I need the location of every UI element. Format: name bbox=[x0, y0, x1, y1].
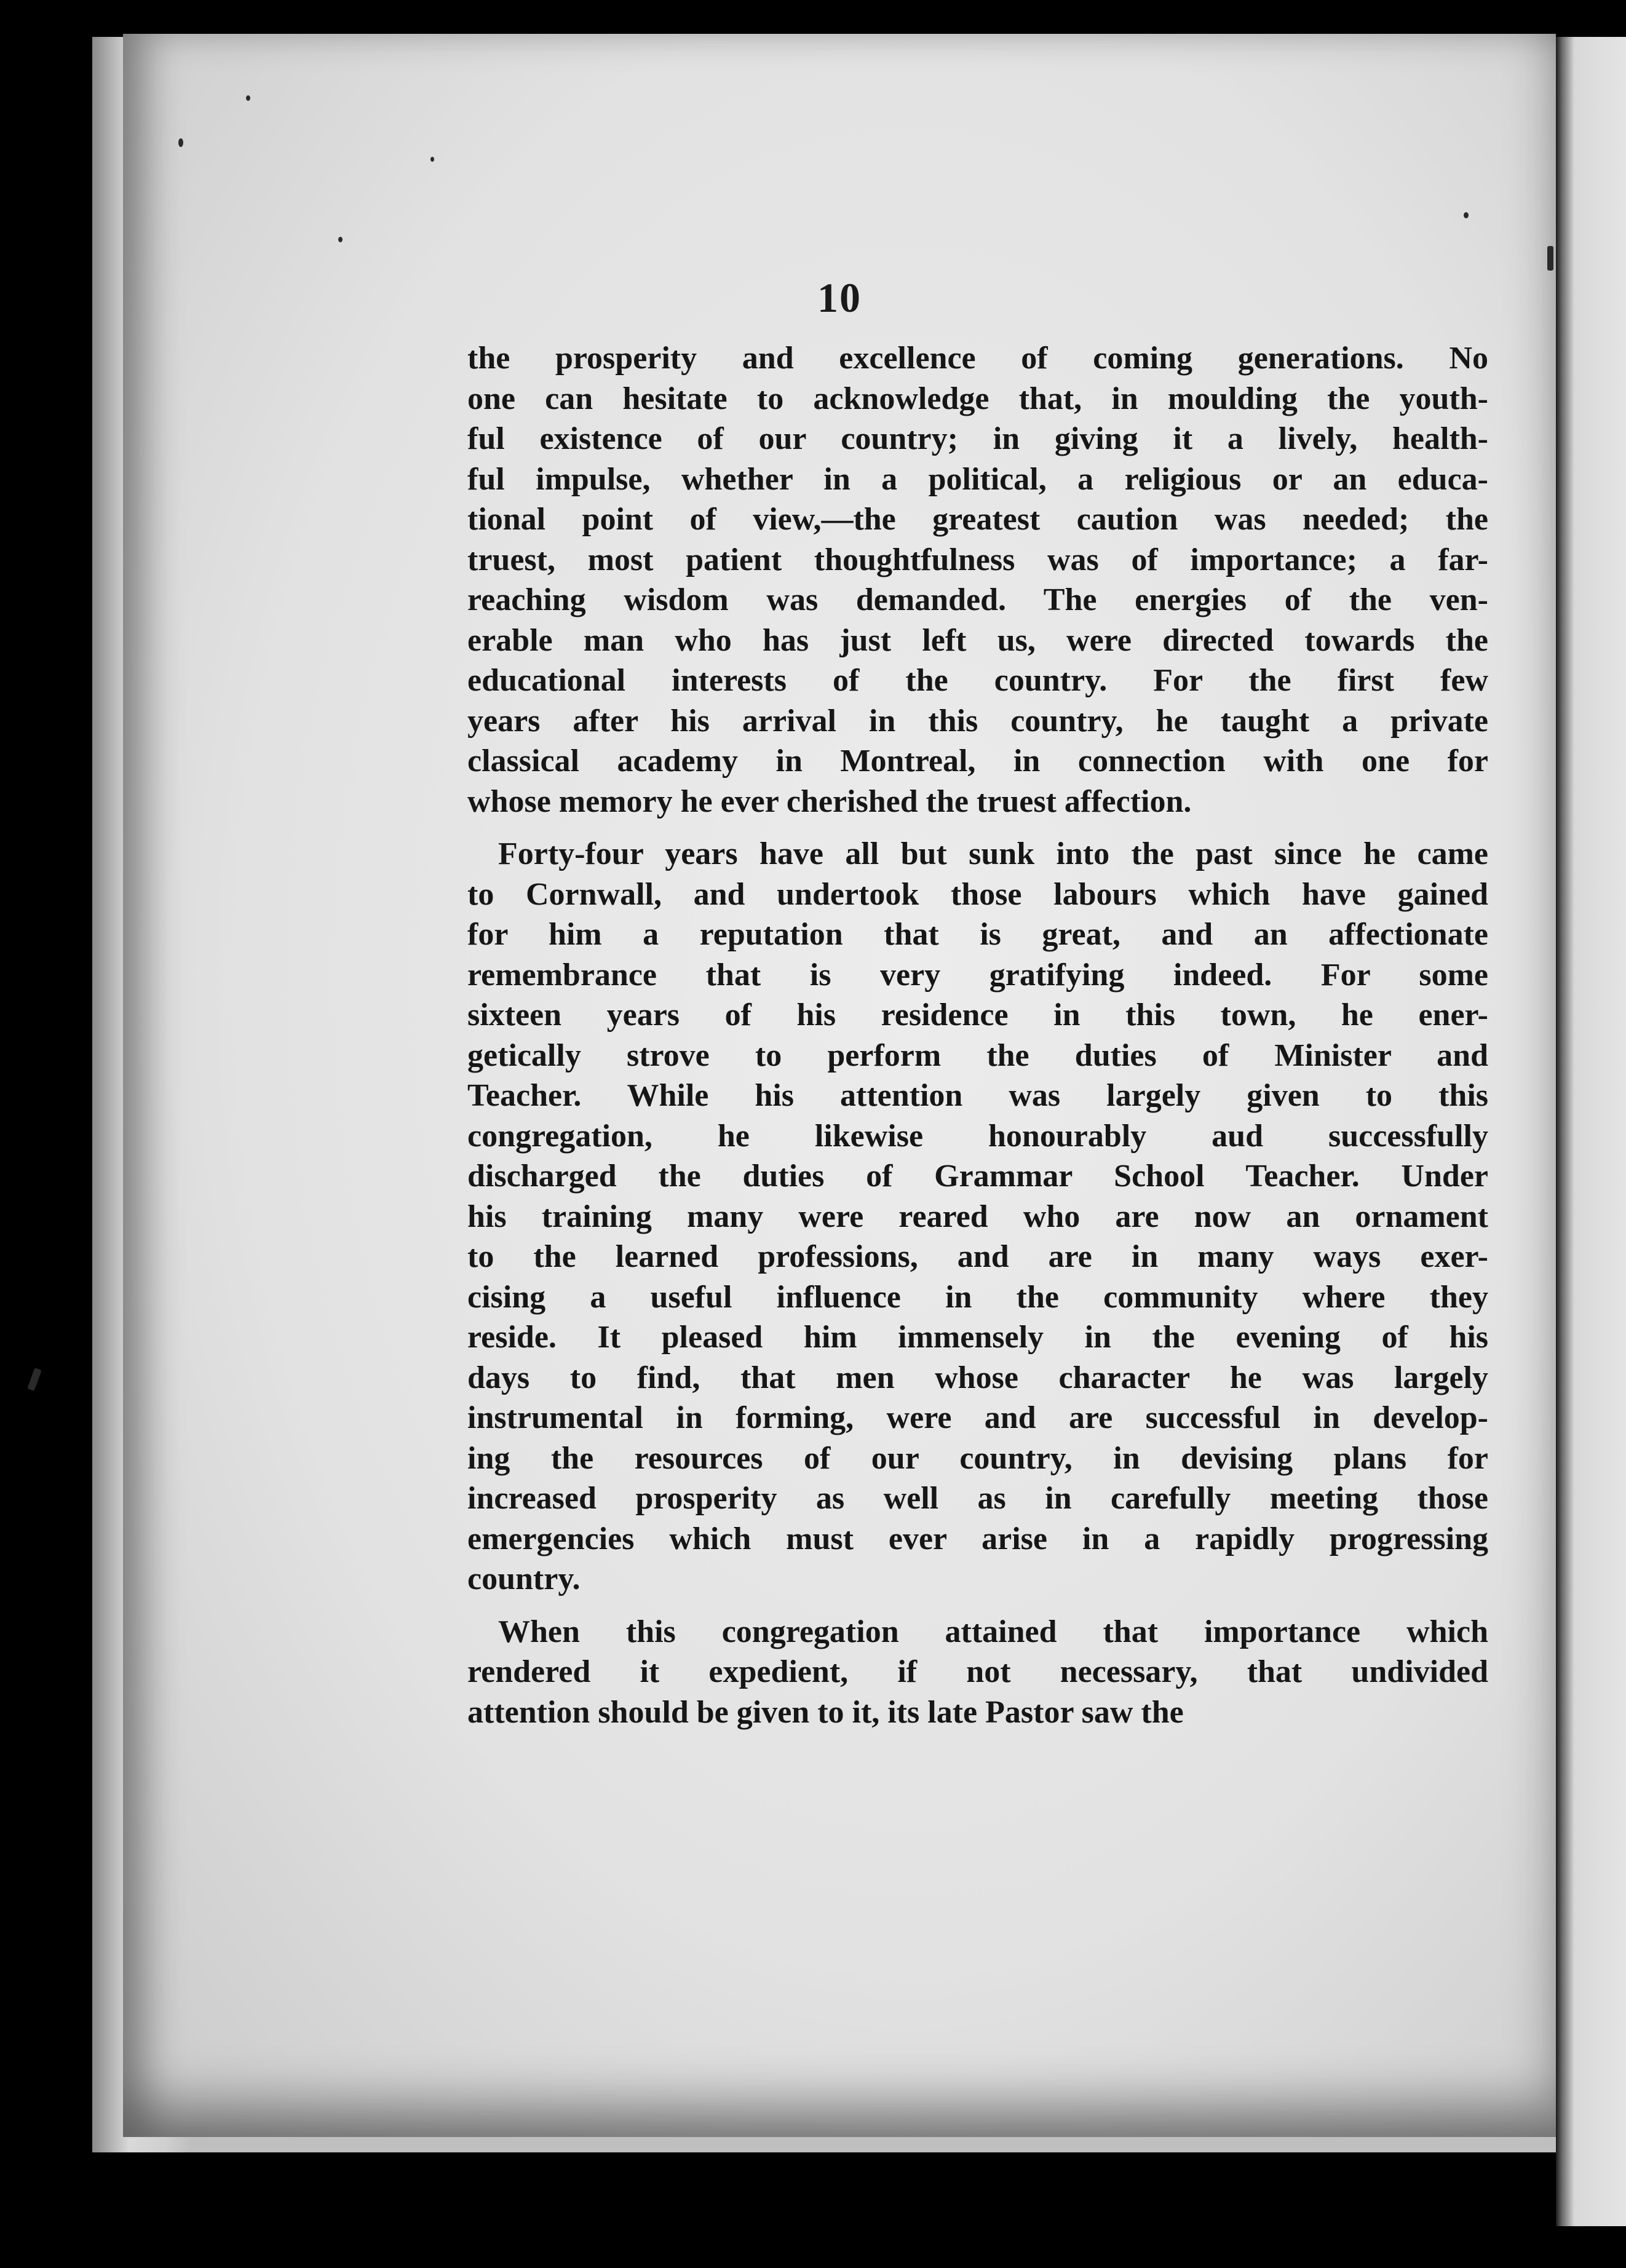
margin-mark bbox=[27, 1368, 42, 1391]
text-line: ing the resources of our country, in devising plans for bbox=[467, 1440, 1488, 1476]
text-line: increased prosperity as well as in carefully meeting those bbox=[467, 1481, 1488, 1516]
text-line: sixteen years of his residence in this town, he ener- bbox=[467, 997, 1488, 1033]
text-line: to the learned professions, and are in many ways exer- bbox=[467, 1239, 1488, 1274]
text-line: attention should be given to it, its late Pastor saw the bbox=[467, 1694, 1184, 1730]
text-line: Teacher. While his attention was largely given to this bbox=[467, 1078, 1488, 1113]
text-line: classical academy in Montreal, in connection with one for bbox=[467, 743, 1488, 779]
scan-speck bbox=[430, 157, 434, 162]
text-line: erable man who has just left us, were directed towards the bbox=[467, 622, 1488, 658]
text-line: congregation, he likewise honourably aud successfully bbox=[467, 1118, 1488, 1154]
page-number: 10 bbox=[817, 274, 862, 321]
text-line: ful existence of our country; in giving it a lively, health- bbox=[467, 421, 1488, 456]
text-line: discharged the duties of Grammar School Teacher. Under bbox=[467, 1159, 1488, 1194]
text-line: whose memory he ever cherished the truest affection. bbox=[467, 783, 1192, 819]
book-page bbox=[123, 34, 1556, 2137]
adjacent-page-strip bbox=[1556, 37, 1626, 2226]
text-line: remembrance that is very gratifying indeed. For some bbox=[467, 957, 1488, 993]
text-line: truest, most patient thoughtfulness was of importance; a far- bbox=[467, 542, 1488, 577]
text-line: tional point of view,—the greatest caution was needed; the bbox=[467, 502, 1488, 537]
text-line: the prosperity and excellence of coming generations. No bbox=[467, 341, 1488, 376]
text-line: country. bbox=[467, 1561, 581, 1596]
body-text bbox=[467, 338, 1488, 1732]
text-line: getically strove to perform the duties of Minister and bbox=[467, 1037, 1488, 1073]
paragraph-gap bbox=[467, 822, 1488, 834]
text-line: instrumental in forming, were and are successful in develop- bbox=[467, 1400, 1488, 1435]
text-line: his training many were reared who are now an ornament bbox=[467, 1199, 1488, 1234]
scan-speck bbox=[338, 237, 343, 242]
margin-mark bbox=[1547, 246, 1553, 271]
paragraph bbox=[467, 834, 1488, 1600]
text-line: for him a reputation that is great, and an affectionate bbox=[467, 917, 1488, 952]
text-line: emergencies which must ever arise in a rapidly progressing bbox=[467, 1521, 1488, 1556]
text-line: When this congregation attained that importance which bbox=[498, 1614, 1488, 1649]
text-line: one can hesitate to acknowledge that, in moulding the youth- bbox=[467, 381, 1488, 416]
text-line: days to find, that men whose character he was largely bbox=[467, 1360, 1488, 1395]
text-line: years after his arrival in this country, he taught a private bbox=[467, 703, 1488, 739]
scan-speck bbox=[178, 138, 183, 147]
scan-speck bbox=[1464, 212, 1469, 218]
text-line: cising a useful influence in the community where they bbox=[467, 1279, 1488, 1315]
scan-speck bbox=[246, 95, 250, 101]
paragraph bbox=[467, 1612, 1488, 1733]
paragraph-gap bbox=[467, 1600, 1488, 1612]
text-line: ful impulse, whether in a political, a religious or an educa- bbox=[467, 461, 1488, 497]
text-line: rendered it expedient, if not necessary, that undivided bbox=[467, 1654, 1488, 1689]
text-line: reside. It pleased him immensely in the evening of his bbox=[467, 1320, 1488, 1355]
text-line: Forty-four years have all but sunk into the past since he came bbox=[498, 836, 1488, 871]
text-line: reaching wisdom was demanded. The energies of the ven- bbox=[467, 582, 1488, 617]
paragraph bbox=[467, 338, 1488, 822]
text-line: to Cornwall, and undertook those labours which have gained bbox=[467, 876, 1488, 912]
text-line: educational interests of the country. For the first few bbox=[467, 663, 1488, 698]
